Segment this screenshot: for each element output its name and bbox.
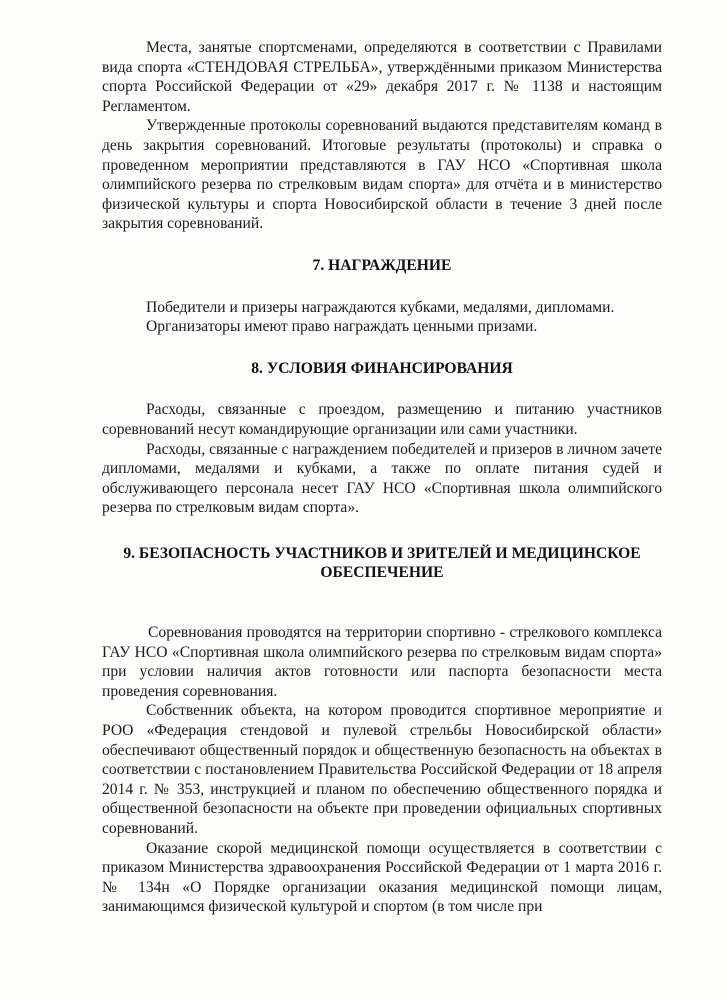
section-8-paragraph-award-costs: Расходы, связанные с награждением победителей и призеров в личном зачете дипломами, медалями и кубками, а также по оплате питания судей и обслуживающего персонала несет ГАУ НСО «Спортивная школа олимпийского резерва по стрелковым видам спорта».	[102, 440, 662, 517]
section-9-paragraph-medical: Оказание скорой медицинской помощи осуществляется в соответствии с приказом Министерства здравоохранения Российской Федерации от 1 марта 2016 г. № 134н «О Порядке организации оказания медицинской помощи лицам, занимающимся физической культурой и спортом (в том числе при	[102, 839, 662, 916]
section-7-paragraph-prizes: Организаторы имеют право награждать ценными призами.	[146, 318, 538, 336]
section-7-paragraph-awards: Победители и призеры награждаются кубками, медалями, дипломами.	[146, 298, 615, 316]
section-7-title: 7. НАГРАЖДЕНИЕ	[312, 256, 452, 274]
document-body	[102, 38, 662, 917]
intro-paragraph-places: Места, занятые спортсменами, определяются в соответствии с Правилами вида спорта «СТЕНДОВАЯ СТРЕЛЬБА», утверждёнными приказом Министерства спорта Российской Федерации от «29» декабря 2017 г. № 1138 и настоящим Регламентом.	[102, 39, 662, 115]
section-9-paragraph-venue: Соревнования проводятся на территории спортивно - стрелкового комплекса ГАУ НСО «Спортивная школа олимпийского резерва по стрелковым видам спорта» при условии наличия актов готовности или паспорта безопасности места проведения соревнования.	[102, 624, 662, 700]
section-9-title-line-2: ОБЕСПЕЧЕНИЕ	[320, 564, 444, 582]
section-8-paragraph-travel-costs: Расходы, связанные с проездом, размещению и питанию участников соревнований несут командирующие организации или сами участники.	[102, 401, 662, 438]
section-9-title-line-1: 9. БЕЗОПАСНОСТЬ УЧАСТНИКОВ И ЗРИТЕЛЕЙ И МЕДИЦИНСКОЕ	[123, 544, 641, 562]
intro-paragraph-protocols: Утвержденные протоколы соревнований выдаются представителям команд в день закрытия соревнований. Итоговые результаты (протоколы) и справка о проведенном мероприятии представляются в ГАУ НСО «Спортивная школа олимпийского резерва по стрелковым видам спорта» для отчёта и в министерство физической культуры и спорта Новосибирской области в течение 3 дней после закрытия соревнований.	[102, 117, 662, 233]
section-9-paragraph-public-order: Собственник объекта, на котором проводится спортивное мероприятие и РОО «Федерация стендовой и пулевой стрельбы Новосибирской области» обеспечивают общественный порядок и общественную безопасность на объектах в соответствии с постановлением Правительства Российской Федерации от 18 апреля 2014 г. № 353, инструкцией и планом по обеспечению общественного порядка и общественной безопасности на объекте при проведении официальных спортивных соревнований.	[102, 702, 662, 837]
section-8-title: 8. УСЛОВИЯ ФИНАНСИРОВАНИЯ	[251, 359, 513, 377]
